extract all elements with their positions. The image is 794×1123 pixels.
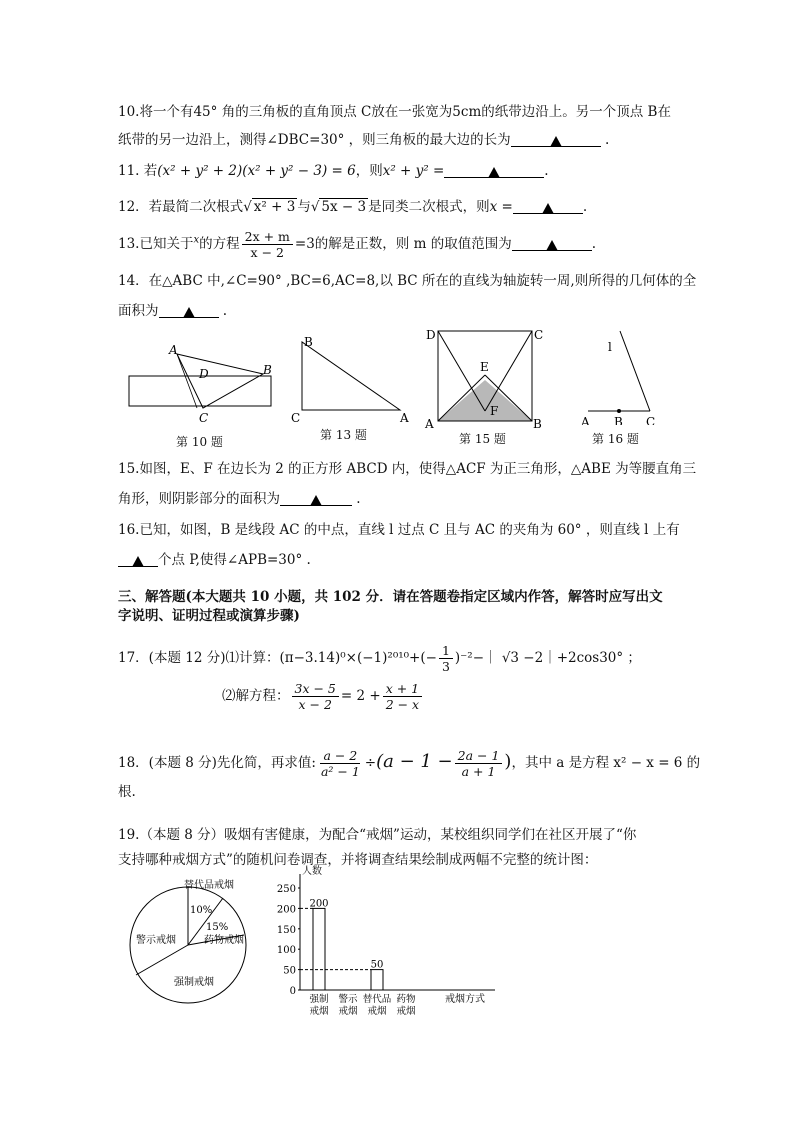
answer-blank bbox=[513, 199, 583, 214]
pie-label-force: 强制戒烟 bbox=[174, 977, 214, 988]
line-l bbox=[620, 331, 650, 411]
pie-pct-drug: 15% bbox=[206, 922, 229, 933]
svg-text:D: D bbox=[426, 328, 436, 342]
figure-16 bbox=[578, 325, 668, 425]
radical-1: x² + 3 bbox=[253, 199, 296, 215]
y-axis-label: 人数 bbox=[302, 866, 322, 877]
pie-chart bbox=[128, 875, 258, 1015]
figure-13 bbox=[288, 330, 413, 430]
svg-text:E: E bbox=[480, 360, 489, 374]
pie-label-substitute: 替代品戒烟 bbox=[184, 880, 234, 891]
q17-line1: 17．(本题 12 分)⑴计算：(π−3.14)⁰×(−1)²⁰¹⁰+(− $\frac{1}{3}$ )⁻²−｜ √3 −2｜+2cos30° ； bbox=[118, 643, 641, 674]
q10-line1: 10.将一个有45° 角的三角板的直角顶点 C放在一张宽为5cm的纸带边沿上。另一个顶点 B在 bbox=[118, 104, 671, 120]
pie-pct-substitute: 10% bbox=[190, 905, 213, 916]
x-axis-label: 戒烟方式 bbox=[445, 994, 485, 1005]
category-label-1: 戒烟 bbox=[338, 1006, 358, 1017]
svg-text:A: A bbox=[581, 415, 590, 425]
bar-2 bbox=[371, 970, 383, 990]
triangle-marker-icon bbox=[542, 203, 554, 214]
category-label-0: 强制 bbox=[309, 994, 329, 1005]
q17-eq-right: $\frac{x + 1}{2 - x}$ bbox=[383, 681, 422, 712]
answer-blank bbox=[118, 552, 158, 567]
svg-text:B: B bbox=[263, 363, 272, 377]
bar-data-label-2: 50 bbox=[370, 959, 384, 971]
svg-text:l: l bbox=[608, 340, 612, 354]
svg-text:A: A bbox=[400, 411, 409, 425]
q18-line1: 18．(本题 8 分)先化简，再求值: $\frac{a - 2}{\text{a² − 1}}$ ÷(a − 1 − $\frac{2a - 1}{a + 1}$ )，其中 a 是方程 x² − x = 6 的 bbox=[118, 748, 701, 779]
answer-blank bbox=[512, 236, 592, 251]
shaded-region bbox=[438, 380, 532, 421]
svg-text:A: A bbox=[425, 417, 434, 430]
category-label-2: 戒烟 bbox=[367, 1006, 387, 1017]
q18-line2: 根. bbox=[118, 784, 136, 800]
svg-text:B: B bbox=[614, 415, 623, 425]
answer-blank bbox=[159, 303, 219, 318]
y-tick-label: 200 bbox=[276, 904, 296, 916]
q16-line1: 16.已知，如图，B 是线段 AC 的中点，直线 l 过点 C 且与 AC 的夹角为 60° ，则直线 l 上有 bbox=[118, 522, 680, 538]
triangle-marker-icon bbox=[546, 240, 558, 251]
section3-heading-1: 三、解答题(本大题共 10 小题，共 102 分．请在答题卷指定区域内作答，解答时应写出文 bbox=[118, 589, 663, 605]
y-tick-label: 150 bbox=[276, 924, 296, 936]
q11-line: 11. 若(x² + y² + 2)(x² + y² − 3) = 6，则x² + y² = . bbox=[118, 163, 549, 179]
svg-text:D: D bbox=[199, 367, 209, 381]
category-label-3: 药物 bbox=[396, 994, 416, 1005]
answer-blank bbox=[444, 163, 544, 178]
category-label-2: 替代品 bbox=[362, 994, 392, 1005]
svg-text:F: F bbox=[490, 404, 499, 418]
q12-line: 12．若最简二次根式√ x² + 3 与√ 5x − 3 是同类二次根式，则x = . bbox=[118, 199, 588, 215]
caption-fig15: 第 15 题 bbox=[459, 432, 506, 446]
q17-line2: ⑵解方程： $\frac{3x - 5}{x - 2}$ = 2 + $\frac{x + 1}{2 - x}$ bbox=[222, 681, 424, 712]
triangle-marker-icon bbox=[132, 556, 144, 567]
q11-expression: (x² + y² + 2)(x² + y² − 3) = 6 bbox=[157, 163, 356, 179]
q19-line2: 支持哪种戒烟方式”的随机问卷调查，并将调查结果绘制成两幅不完整的统计图： bbox=[118, 852, 598, 868]
triangle-plate bbox=[177, 354, 263, 408]
caption-fig16: 第 16 题 bbox=[592, 432, 639, 446]
category-label-1: 警示 bbox=[338, 994, 358, 1005]
q19-line1: 19.（本题 8 分）吸烟有害健康，为配合“戒烟”运动，某校组织同学们在社区开展了“你 bbox=[118, 827, 637, 843]
bar-data-label-0: 200 bbox=[309, 898, 329, 910]
y-tick-label: 250 bbox=[276, 884, 296, 895]
y-tick-label: 50 bbox=[283, 965, 296, 977]
triangle-marker-icon bbox=[183, 307, 195, 318]
y-tick-label: 0 bbox=[289, 986, 296, 997]
svg-text:C: C bbox=[534, 328, 544, 342]
answer-blank bbox=[280, 491, 352, 506]
q16-line2: 个点 P,使得∠APB=30° . bbox=[118, 550, 311, 570]
svg-text:C: C bbox=[646, 415, 656, 425]
q10-line2: 纸带的另一边沿上，测得∠DBC=30° ，则三角板的最大边的长为 . bbox=[118, 132, 610, 148]
q17-eq-left: $\frac{3x - 5}{x - 2}$ bbox=[292, 681, 339, 712]
q13-fraction: $\frac{2x + m}{x - 2}$ bbox=[242, 229, 293, 260]
svg-text:C: C bbox=[291, 411, 301, 425]
caption-fig10: 第 10 题 bbox=[176, 435, 223, 449]
category-label-3: 戒烟 bbox=[396, 1006, 416, 1017]
triangle-marker-icon bbox=[488, 167, 500, 178]
figure-15 bbox=[420, 325, 550, 430]
right-triangle bbox=[302, 342, 400, 410]
q14-line2: 面积为 . bbox=[118, 303, 228, 319]
answer-blank bbox=[511, 132, 601, 147]
q10-text: 纸带的另一边沿上，测得∠DBC=30° ，则三角板的最大边的长为 bbox=[118, 132, 511, 148]
category-label-0: 戒烟 bbox=[309, 1006, 329, 1017]
bar-0 bbox=[313, 908, 325, 990]
section3-heading-2: 字说明、证明过程或演算步骤) bbox=[118, 608, 300, 624]
q15-line2: 角形，则阴影部分的面积为 . bbox=[118, 491, 361, 507]
y-tick-label: 100 bbox=[276, 945, 296, 957]
pie-label-warning: 警示戒烟 bbox=[136, 935, 176, 946]
bar-chart bbox=[270, 862, 505, 1022]
caption-fig13: 第 13 题 bbox=[320, 428, 367, 442]
q17-fraction: $\frac{1}{3}$ bbox=[439, 643, 453, 674]
q15-line1: 15.如图，E、F 在边长为 2 的正方形 ABCD 内，使得△ACF 为正三角形，△ABE 为等腰直角三 bbox=[118, 461, 697, 477]
q14-line1: 14．在△ABC 中,∠C=90° ,BC=6,AC=8,以 BC 所在的直线为轴旋转一周,则所得的几何体的全 bbox=[118, 273, 697, 289]
triangle-marker-icon bbox=[310, 495, 322, 506]
svg-text:B: B bbox=[533, 417, 542, 430]
pie-label-drug: 药物戒烟 bbox=[204, 935, 244, 946]
triangle-marker-icon bbox=[550, 136, 562, 147]
q13-line: 13.已知关于$^x$的方程 $\frac{2x + m}{x - 2}$ =3的解是正数，则 m 的取值范围为 . bbox=[118, 229, 596, 260]
svg-text:C: C bbox=[199, 411, 209, 425]
figure-10 bbox=[125, 338, 280, 448]
svg-text:A: A bbox=[169, 343, 178, 357]
svg-text:B: B bbox=[304, 335, 313, 349]
radical-2: 5x − 3 bbox=[321, 199, 367, 215]
